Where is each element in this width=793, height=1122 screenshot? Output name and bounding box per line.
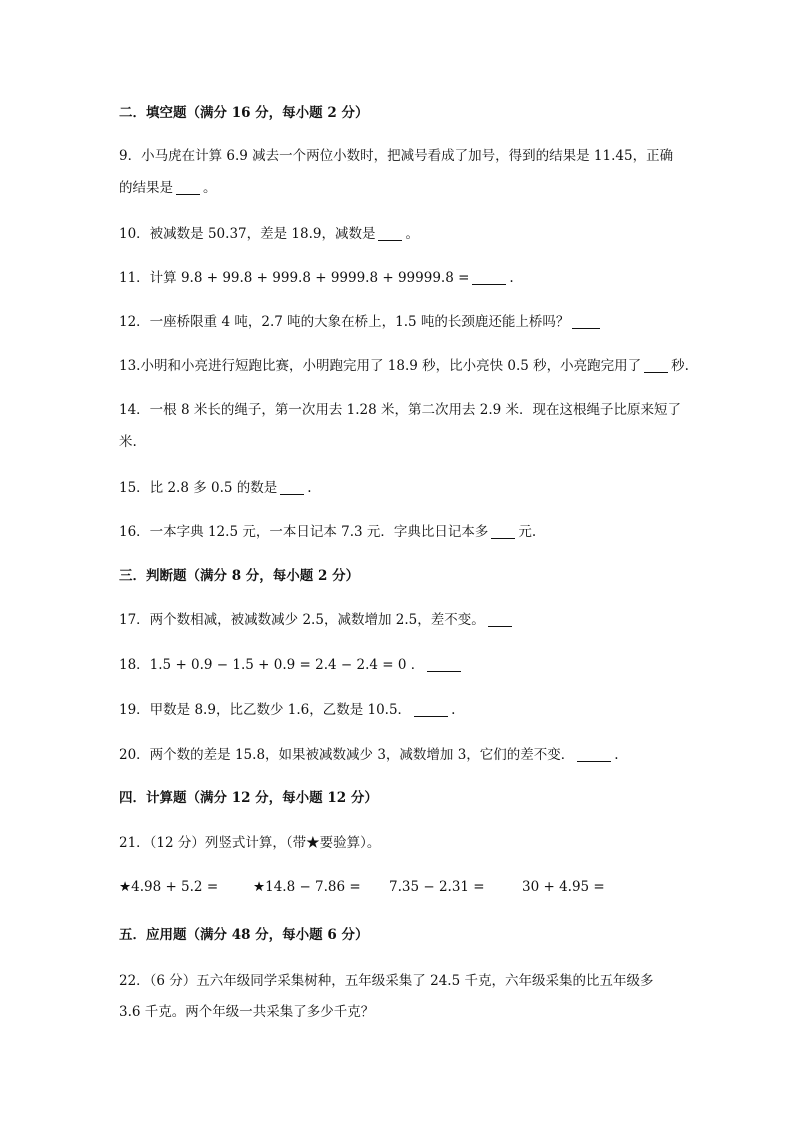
question-11-text: 11．计算 9.8 + 99.8 + 999.8 + 9999.8 + 99999.8 = xyxy=(119,270,470,286)
question-21: 21．（12 分）列竖式计算，（带★要验算）。 xyxy=(119,835,381,851)
calc-item-4: 30 + 4.95 = xyxy=(522,879,605,895)
question-9-line-1: 9．小马虎在计算 6.9 减去一个两位小数时，把减号看成了加号，得到的结果是 11.45，正确 xyxy=(119,148,674,164)
question-13 xyxy=(119,356,697,376)
question-16-tail: 元. xyxy=(518,524,537,540)
answer-blank xyxy=(378,226,402,241)
answer-blank xyxy=(577,747,611,762)
question-9-tail: 。 xyxy=(203,180,217,196)
question-10-text: 10．被减数是 50.37，差是 18.9，减数是 xyxy=(119,226,376,242)
answer-blank xyxy=(414,702,448,717)
question-9-text: 的结果是 xyxy=(119,180,173,196)
section-judge-title: 三．判断题（满分 8 分，每小题 2 分） xyxy=(119,568,360,584)
question-20-tail: . xyxy=(614,747,619,763)
answer-blank xyxy=(491,524,515,539)
question-13-text: 13.小明和小亮进行短跑比赛，小明跑完用了 18.9 秒，比小亮快 0.5 秒，小亮跑完用了 xyxy=(119,358,642,374)
question-12-text: 12．一座桥限重 4 吨，2.7 吨的大象在桥上，1.5 吨的长颈鹿还能上桥吗？ xyxy=(119,314,570,330)
question-19-text: 19．甲数是 8.9，比乙数少 1.6，乙数是 10.5． xyxy=(119,702,412,718)
question-17 xyxy=(119,610,683,630)
question-11-tail: . xyxy=(509,270,514,286)
question-19-tail: . xyxy=(451,702,456,718)
question-20-text: 20．两个数的差是 15.8，如果被减数减少 3，减数增加 3，它们的差不变． xyxy=(119,747,575,763)
question-22-line-2: 3.6 千克。两个年级一共采集了多少千克？ xyxy=(119,1004,375,1020)
question-20 xyxy=(119,745,683,765)
question-22-line-1: 22．（6 分）五六年级同学采集树种，五年级采集了 24.5 千克，六年级采集的比五年级多 xyxy=(119,973,654,989)
question-12 xyxy=(119,312,683,332)
question-14-line-1: 14．一根 8 米长的绳子，第一次用去 1.28 米，第二次用去 2.9 米．现在这根绳子比原来短了 xyxy=(119,402,682,418)
question-16-text: 16．一本字典 12.5 元，一本日记本 7.3 元．字典比日记本多 xyxy=(119,524,489,540)
section-fill-in-title: 二．填空题（满分 16 分，每小题 2 分） xyxy=(119,105,369,121)
calc-item-2: ★14.8 − 7.86 = xyxy=(253,879,361,895)
answer-blank xyxy=(488,612,512,627)
question-15-tail: . xyxy=(307,480,312,496)
question-18-text: 18．1.5 + 0.9 − 1.5 + 0.9 = 2.4 − 2.4 = 0 ． xyxy=(119,657,425,673)
answer-blank xyxy=(427,657,461,672)
question-9-line-2 xyxy=(119,178,683,198)
section-calc-title: 四．计算题（满分 12 分，每小题 12 分） xyxy=(119,790,378,806)
answer-blank xyxy=(572,314,600,329)
question-15 xyxy=(119,478,683,498)
answer-blank xyxy=(280,480,304,495)
question-10 xyxy=(119,224,683,244)
question-14-line-2: 米. xyxy=(119,434,137,450)
question-16 xyxy=(119,522,683,542)
question-10-tail: 。 xyxy=(405,226,419,242)
section-apply-title: 五．应用题（满分 48 分，每小题 6 分） xyxy=(119,927,369,943)
question-13-tail: 秒. xyxy=(671,358,689,374)
question-19 xyxy=(119,700,683,720)
answer-blank xyxy=(472,270,506,285)
question-15-text: 15．比 2.8 多 0.5 的数是 xyxy=(119,480,278,496)
calc-item-1: ★4.98 + 5.2 = xyxy=(119,879,219,895)
answer-blank xyxy=(176,180,200,195)
question-17-text: 17．两个数相减，被减数减少 2.5，减数增加 2.5，差不变。 xyxy=(119,612,485,628)
question-11 xyxy=(119,268,683,288)
question-18 xyxy=(119,655,683,675)
answer-blank xyxy=(644,358,668,373)
calc-item-3: 7.35 − 2.31 = xyxy=(389,879,485,895)
